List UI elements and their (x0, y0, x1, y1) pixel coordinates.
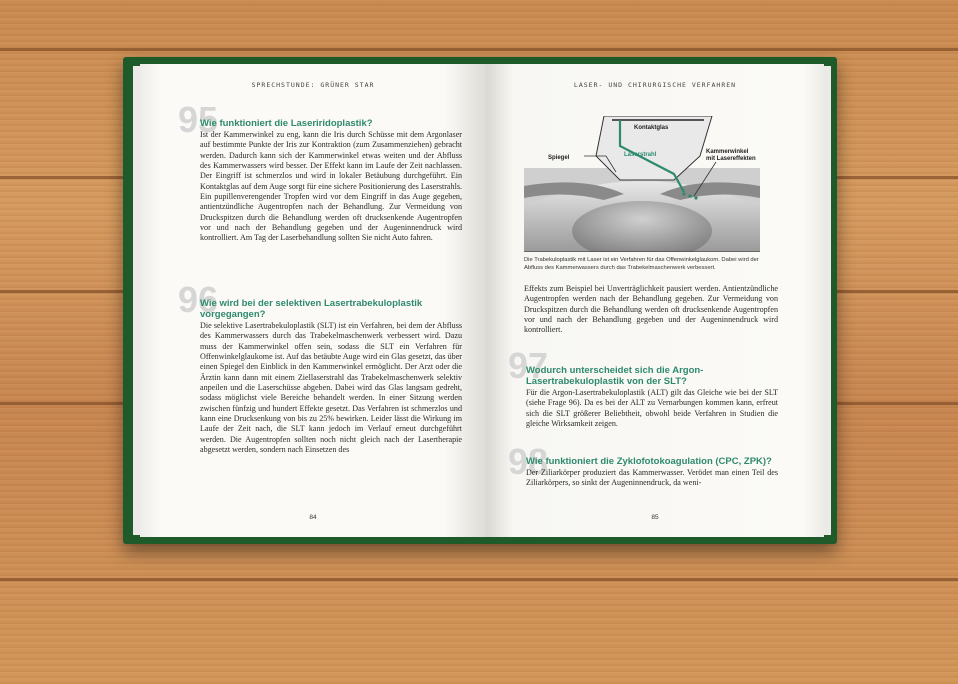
open-book (123, 57, 837, 544)
label-laserstrahl: Laserstrahl (624, 152, 657, 158)
question-97-text: Für die Argon-Lasertrabekuloplastik (ALT) gilt das Gleiche wie bei der SLT (siehe Frage 96). Da es bei der ALT zu Vernarbungen kommen kann, erfreut sich die SLT größerer Beliebtheit, obwohl beide Verfahren in Studien die gleiche Wirksamkeit zeigen. (526, 388, 778, 429)
left-page-header: SPRECHSTUNDE: GRÜNER STAR (251, 81, 375, 89)
label-kammerwinkel: Kammerwinkel (706, 149, 749, 155)
question-97-title: Wodurch unterscheidet sich die Argon-Lasertrabekuloplastik von der SLT? (526, 365, 704, 387)
left-page (140, 64, 486, 537)
laser-effect-dot (688, 194, 691, 197)
right-page (486, 64, 824, 537)
trabeculoplasty-figure (524, 116, 760, 252)
question-95-title: Wie funktioniert die Laseriridoplastik? (200, 118, 373, 129)
question-95-text: Ist der Kammerwinkel zu eng, kann die Iris durch Schüsse mit dem Argonlaser auf bestimmte Punkte der Iris zur Kontraktion (zum Zusammenziehen) gebracht werden. Dadurch kann sich der Kammerwinkel etwas weiten und der Abfluss des Kammerwassers wird besser. Der Effekt kann im Laufe der Zeit nachlassen. Der Eingriff ist schmerzlos und wird in lokaler Betäubung durchgeführt. Ein Kontaktglas auf dem Auge sorgt für eine sichere Positionierung des Laserstrahls. Ein pupillenverengender Tropfen wird vor dem Eingriff in das Auge gegeben, antientzündliche Augentropfen nach der Behandlung. Zur Vermeidung von Druckspitzen durch die Behandlung werden oft drucksenkende Augentropfen vor und nach der Behandlung gegeben und der Augeninnendruck wird kontrolliert. Am Tag der Laserbehandlung sollten Sie nicht Auto fahren. (200, 130, 462, 243)
label-lasereffekte: mit Lasereffekten (706, 156, 756, 162)
label-kontaktglas: Kontaktglas (634, 125, 669, 131)
label-spiegel: Spiegel (548, 155, 570, 161)
question-98-text: Der Ziliarkörper produziert das Kammerwasser. Verödet man einen Teil des Ziliarkörpers, so sinkt der Augeninnendruck, da weni- (526, 468, 778, 488)
question-95-number: 95 (178, 99, 219, 140)
figure-caption: Die Trabekuloplastik mit Laser ist ein Verfahren für das Offenwinkelglaukom. Dabei wird der Abfluss des Kammerwassers durch das Trabekelmaschenwerk verbessert. (524, 257, 759, 271)
page-edges-right (823, 66, 831, 535)
wood-plank-seam (0, 578, 958, 581)
right-page-number: 85 (651, 514, 659, 521)
left-page-number: 84 (309, 514, 317, 521)
right-page-header: LASER- UND CHIRURGISCHE VERFAHREN (573, 81, 737, 89)
continuation-text: Effekts zum Beispiel bei Unverträglichkeit pausiert werden. Antientzündliche Augentropfen werden nach der Behandlung gegeben. Zur Vermeidung von Druckspitzen durch die Behandlung werden oft drucksenkende Augentropfen vor und nach der Behandlung gegeben und der Augeninnendruck wird kontrolliert. (524, 284, 778, 335)
question-97-number: 97 (508, 345, 549, 386)
laser-effect-dot (682, 192, 685, 195)
question-98-title: Wie funktioniert die Zyklofotokoagulation (CPC, ZPK)? (526, 456, 772, 467)
question-98-number: 98 (508, 441, 549, 482)
laser-effect-dot (694, 196, 697, 199)
wood-plank-seam (0, 48, 958, 51)
question-96-title: Wie wird bei der selektiven Lasertrabekuloplastik vorgegangen? (200, 298, 423, 320)
question-96-text: Die selektive Lasertrabekuloplastik (SLT) ist ein Verfahren, bei dem der Abfluss des Kammerwassers durch das Trabekelmaschenwerk verbessert wird. Dazu muss der Kammerwinkel offen sein, sodass die SLT ein Verfahren für Offenwinkelglaukome ist. Auf das betäubte Auge wird ein Glas gesetzt, das über einen Spiegel den Einblick in den Kammerwinkel ermöglicht. Der Arzt oder die Ärztin kann dann mit einem Ziellaserstrahl das Trabekelmaschenwerk selektiv anpeilen und die Laserschüsse abgeben. Dabei wird das Glas langsam gedreht, sodass möglichst viele Bereiche behandelt werden. In einer Sitzung werden zwischen fünfzig und hundert Effekte gesetzt. Das Verfahren ist schmerzlos und kann eine Drucksenkung von bis zu 25% bewirken. Leider lässt die Wirkung im Laufe der Zeit nach, die SLT kann jedoch im Verlauf erneut durchgeführt werden. Die Augentropfen sollten noch nicht gleich nach der Lasertherapie abgesetzt werden, sondern nach Einsetzen des (200, 321, 462, 455)
question-96-number: 96 (178, 279, 219, 320)
